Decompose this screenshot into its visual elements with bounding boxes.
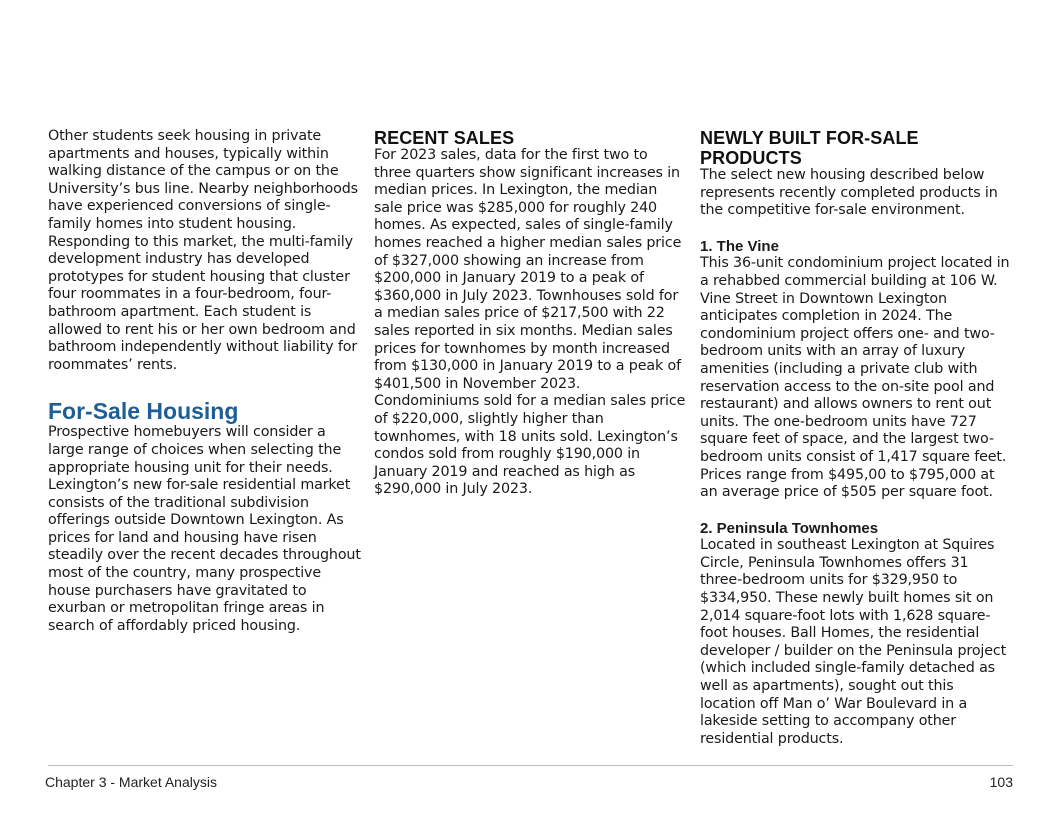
- column-right: [700, 128, 1012, 748]
- the-vine-title: 1. The Vine: [700, 237, 779, 255]
- the-vine-paragraph: This 36-unit condominium project located in a rehabbed commercial building at 106 W. Vine Street in Downtown Lexington anticipates completion in 2024. The condominium project offers one- and two-bedroom units with an array of luxury amenities (including a private club with reservation access to the on-site pool and restaurant) and allows owners to rent out units. The one-bedroom units have 727 square feet of space, and the largest two-bedroom units consist of 1,417 square feet. Prices range from $495,00 to $795,000 at an average price of $505 per square foot.: [700, 255, 1010, 501]
- newly-built-heading: NEWLY BUILT FOR-SALE PRODUCTS: [700, 128, 919, 168]
- footer-divider: [48, 765, 1013, 766]
- peninsula-townhomes-title: 2. Peninsula Townhomes: [700, 519, 879, 537]
- column-middle: [374, 128, 689, 499]
- newly-built-intro: The select new housing described below represents recently completed products in the competitive for-sale environment.: [700, 167, 998, 219]
- student-housing-paragraph: Other students seek housing in private apartments and houses, typically within walking distance of the campus or on the University’s bus line. Nearby neighborhoods have experienced conversions of single-family homes into student housing. Responding to this market, the multi-family development industry has developed prototypes for student housing that cluster four roommates in a four-bedroom, four-bathroom apartment. Each student is allowed to rent his or her own bedroom and bathroom independently without liability for roommates’ rents.: [48, 128, 358, 373]
- peninsula-townhomes-paragraph: Located in southeast Lexington at Squires Circle, Peninsula Townhomes offers 31 three-bedroom units for $329,950 to $334,950. These newly built homes sit on 2,014 square-foot lots with 1,628 square-foot houses. Ball Homes, the residential developer / builder on the Peninsula project (which included single-family detached as well as apartments), sought out this location off Man o’ War Boulevard in a lakeside setting to accompany other residential products.: [700, 537, 1007, 747]
- column-left: [48, 128, 363, 635]
- footer-chapter-label: Chapter 3 - Market Analysis: [45, 774, 217, 790]
- page-number: 103: [989, 774, 1013, 790]
- recent-sales-paragraph: For 2023 sales, data for the first two to three quarters show significant increases in median prices. In Lexington, the median sale price was $285,000 for roughly 240 homes. As expected, sales of single-family homes reached a higher median sales price of $327,000 showing an increase from $200,000 in January 2019 to a peak of $360,000 in July 2023. Townhouses sold for a median sales price of $217,500 with 22 sales reported in six months. Median sales prices for townhomes by month increased from $130,000 in January 2019 to a peak of $401,500 in November 2023. Condominiums sold for a median sales price of $220,000, slightly higher than townhomes, with 18 units sold. Lexington’s condos sold from roughly $190,000 in January 2019 and reached as high as $290,000 in July 2023.: [374, 147, 686, 498]
- for-sale-housing-heading: For-Sale Housing: [48, 398, 239, 425]
- for-sale-housing-paragraph: Prospective homebuyers will consider a large range of choices when selecting the appropriate housing unit for their needs. Lexington’s new for-sale residential market consists of the traditional subdivision offerings outside Downtown Lexington. As prices for land and housing have risen steadily over the recent decades throughout most of the country, many prospective house purchasers have gravitated to exurban or metropolitan fringe areas in search of affordably priced housing.: [48, 424, 361, 634]
- recent-sales-heading: RECENT SALES: [374, 128, 515, 148]
